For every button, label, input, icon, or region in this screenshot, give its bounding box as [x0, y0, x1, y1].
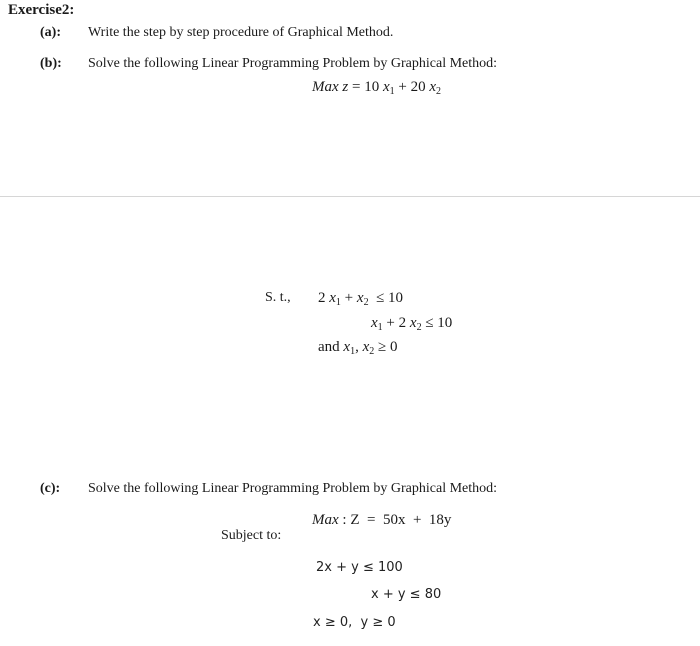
part-c-constraint-2: x + y ≤ 80 [371, 587, 442, 602]
st-label: S. t., [265, 290, 291, 305]
part-b-constraint-2 [371, 315, 452, 332]
objective-var-2: x [429, 79, 437, 95]
subscript: 2 [416, 322, 422, 333]
objective-rest: : Z = 50x + 18y [342, 512, 452, 528]
var: x [371, 315, 378, 331]
subscript: 1 [350, 346, 356, 357]
objective-prefix: Max z [312, 79, 349, 95]
objective-plus: + 20 [398, 79, 426, 95]
relation: ≤ 10 [376, 290, 404, 306]
subject-to-label: Subject to: [221, 528, 282, 543]
subscript: 1 [377, 322, 383, 333]
objective-mid: = 10 [352, 79, 380, 95]
subscript: 1 [389, 86, 395, 97]
part-a-text: Write the step by step procedure of Graphical Method. [88, 25, 394, 40]
part-b-text: Solve the following Linear Programming Problem by Graphical Method: [88, 56, 498, 71]
part-b-constraint-1 [318, 290, 403, 307]
var: x [409, 315, 417, 331]
part-b-objective [312, 79, 441, 96]
relation: ≥ 0 [378, 339, 398, 355]
objective-prefix: Max [312, 512, 339, 528]
plus: + 2 [386, 315, 407, 331]
and-word: and [318, 339, 340, 355]
part-c-objective [312, 512, 451, 529]
subscript: 2 [436, 86, 442, 97]
part-b-nonneg: and $x_1$, $x_2 \ge 0$ [318, 339, 398, 357]
var: x [329, 290, 336, 306]
subscript: 2 [363, 297, 369, 308]
var: x [343, 339, 351, 355]
var: x [356, 290, 364, 306]
page-divider [0, 196, 700, 197]
plus: + [344, 290, 354, 306]
part-c-constraint-1: 2x + y ≤ 100 [316, 560, 403, 575]
relation: ≤ 10 [425, 315, 453, 331]
subscript: 2 [369, 346, 375, 357]
coef: 2 [318, 290, 326, 306]
subscript: 1 [335, 297, 341, 308]
part-a-label: (a): [40, 25, 61, 40]
part-c-label: (c): [40, 481, 61, 496]
part-c-text: Solve the following Linear Programming Problem by Graphical Method: [88, 481, 498, 496]
part-b-label: (b): [40, 56, 62, 71]
part-c-nonneg: x ≥ 0, y ≥ 0 [313, 615, 396, 630]
exercise-heading: Exercise2: [8, 2, 75, 18]
var: x [362, 339, 370, 355]
objective-var-1: x [382, 79, 390, 95]
